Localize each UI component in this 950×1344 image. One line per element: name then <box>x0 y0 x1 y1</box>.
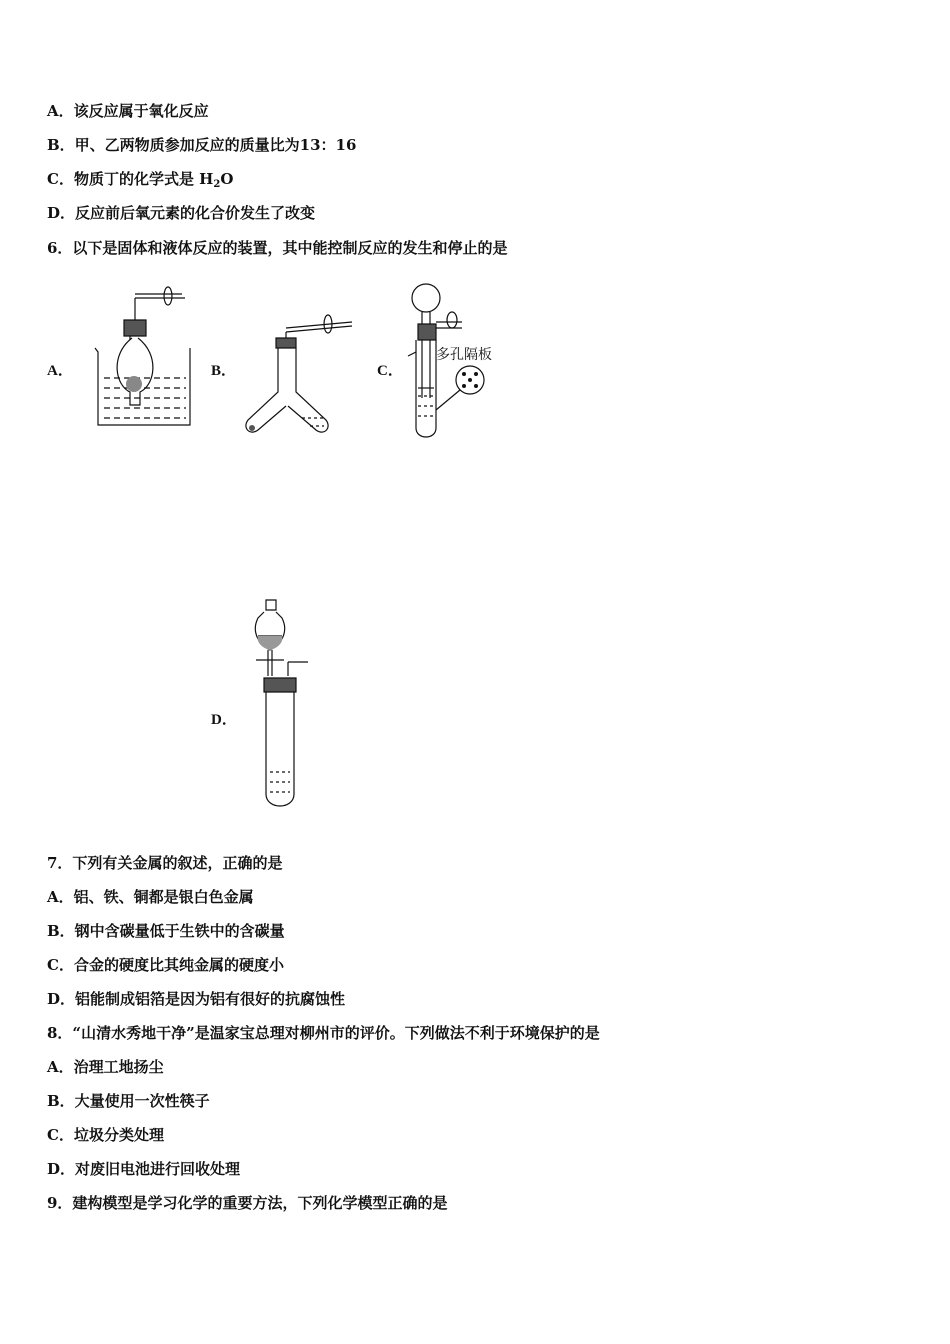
q7-option-b: B．钢中含碳量低于生铁中的含碳量 <box>47 922 285 940</box>
q8-option-b: B．大量使用一次性筷子 <box>47 1092 210 1110</box>
q6-label-b: B． <box>211 363 237 379</box>
q7-option-d: D．铝能制成铝箔是因为铝有很好的抗腐蚀性 <box>47 990 346 1008</box>
q7-option-a: A．铝、铁、铜都是银白色金属 <box>47 888 254 906</box>
q5-option-c-prefix: C．物质丁的化学式是 H <box>47 170 214 188</box>
q7-option-c: C．合金的硬度比其纯金属的硬度小 <box>47 956 284 974</box>
q8-stem: 8．“山清水秀地干净”是温家宝总理对柳州市的评价。下列做法不利于环境保护的是 <box>47 1024 600 1042</box>
q6-label-a: A． <box>47 363 73 379</box>
q7-stem: 7．下列有关金属的叙述，正确的是 <box>47 854 283 872</box>
q5-option-c-suffix: O <box>220 170 234 188</box>
apparatus-b-y-tube-illustration <box>240 310 360 440</box>
q9-stem: 9．建构模型是学习化学的重要方法，下列化学模型正确的是 <box>47 1194 448 1212</box>
porous-plate-label: 多孔隔板 <box>436 347 492 363</box>
q6-label-d: D． <box>211 712 237 728</box>
q6-label-c: C． <box>377 363 403 379</box>
q5-option-b: B．甲、乙两物质参加反应的质量比为13：16 <box>47 136 357 154</box>
q8-option-a: A．治理工地扬尘 <box>47 1058 164 1076</box>
q8-option-c: C．垃圾分类处理 <box>47 1126 164 1144</box>
q6-stem: 6．以下是固体和液体反应的装置，其中能控制反应的发生和停止的是 <box>47 239 508 257</box>
apparatus-d-separatory-funnel-illustration <box>250 598 330 810</box>
q5-option-c-subscript: 2 <box>213 179 221 190</box>
q8-option-d: D．对废旧电池进行回收处理 <box>47 1160 241 1178</box>
q5-option-d: D．反应前后氧元素的化合价发生了改变 <box>47 204 316 222</box>
q5-option-c <box>47 169 233 195</box>
apparatus-a-beaker-illustration <box>90 280 200 430</box>
q5-option-a: A．该反应属于氧化反应 <box>47 102 209 120</box>
